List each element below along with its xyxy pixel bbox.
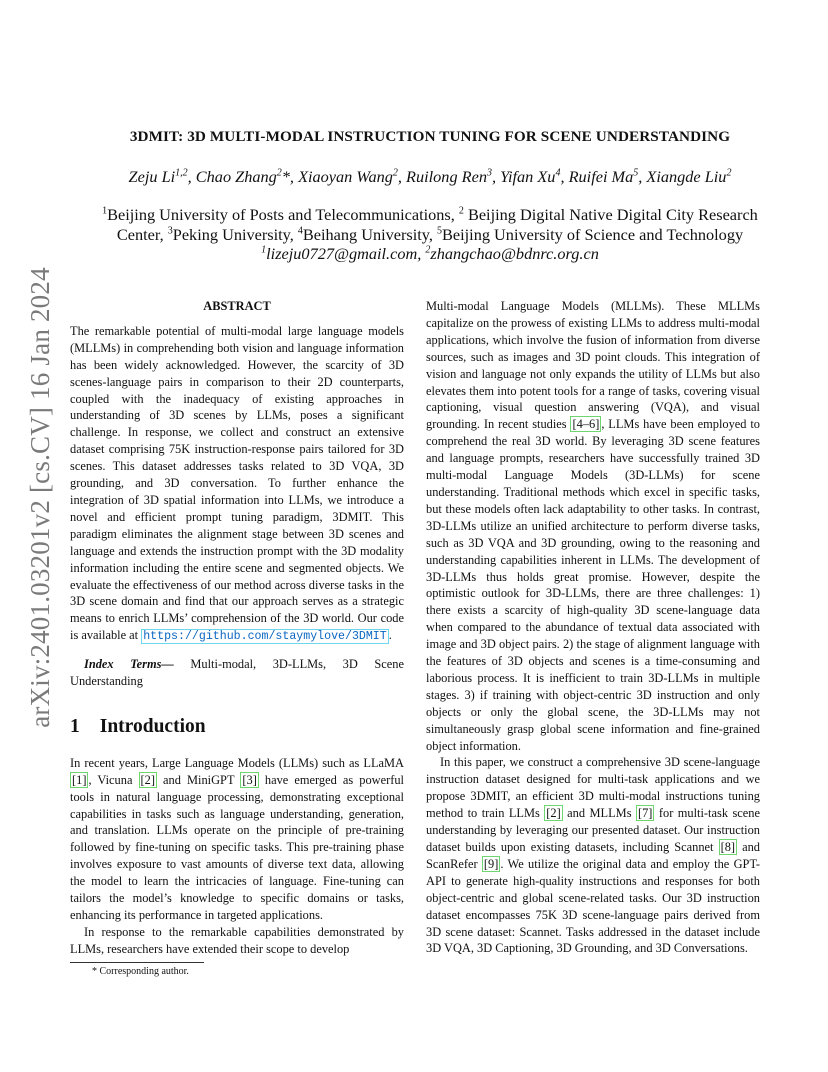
citation-link[interactable]: [2] [546, 806, 561, 821]
footnote: * Corresponding author. [92, 966, 189, 977]
author-emails: $^1$lizeju0727@gmail.com, $^2$zhangchao@bdnrc.org.cn [261, 244, 599, 263]
citation-link[interactable]: [7] [637, 806, 653, 821]
intro-paragraph: In recent years, Large Language Models (LLMs) such as LLaMA [1] , Vicuna [2] and MiniGPT [3] have emerged as powerful tools in natural language processing, demonstrating exceptional capabilities in tasks such as language understanding, generation, and translation. LLMs operate on the principle of pre-training followed by fine-tuning on specific tasks. This pre-training phase involves exposure to vast amounts of diverse text data, allowing the model to learn the intricacies of language. Fine-tuning can tailors the model’s knowledge to specific domains or tasks, enhancing its performance in targeted applications. [70, 755, 404, 922]
author: Xiaoyan Wang$^2$, [298, 167, 407, 186]
arxiv-stamp [20, 266, 60, 728]
author: Yifan Xu$^4$, [500, 167, 569, 186]
arxiv-identifier: arXiv:2401.03201v2 [cs.CV] 16 Jan 2024 [24, 266, 55, 728]
intro-paragraph-continued: Multi-modal Language Models (MLLMs). These MLLMs capitalize on the prowess of existing LLMs to address multi-modal applications, which involve the fusion of information from diverse sources, such as images and 3D point clouds. This integration of vision and language not only expands the utility of LLMs but also elevates them into potent tools for a range of tasks, covering visual captioning, visual question answering (VQA), and visual grounding. In recent studies [4–6] , LLMs have been employed to comprehend the real 3D world. By leveraging 3D scene features and language prompts, researchers have successfully trained 3D multi-modal Language Models (3D-LLMs) for scene understanding. Traditional methods which excel in specific tasks, but these models often lack adaptability to other tasks. In contrast, 3D-LLMs utilize an unified architecture to perform diverse tasks, such as 3D VQA and 3D grounding, owing to the reasoning and understanding capabilities inherent in LLMs. The development of 3D-LLMs thus holds great promise. However, despite the optimistic outlook for 3D-LLMs, there are three challenges: 1) there exists a scarcity of high-quality 3D scene-language data when compared to the abundance of textual data associated with image and 3D object pairs. 2) the stage of alignment language with the features of 3D objects and scenes is a time-consuming and laborious process. It is inefficient to train 3D-LLMs in multiple stages. 3) if training with object-centric 3D instruction and only objects or only the global scene, the 3D-LLMs may not simultaneously grasp global scene information and fine-grained object information. [426, 299, 760, 753]
author: Ruilong Ren$^3$, [406, 167, 501, 186]
citation-link[interactable]: [1] [72, 772, 87, 787]
email-link[interactable]: lizeju0727@gmail.com, [266, 244, 426, 263]
section-heading-introduction: 1 Introduction [70, 715, 206, 737]
code-url-link[interactable]: https://github.com/staymylove/3DMIT [143, 630, 387, 644]
author-list [70, 167, 790, 187]
abstract-text: The remarkable potential of multi-modal large language models (MLLMs) in comprehending both vision and language information has been widely acknowledged. However, the scarcity of 3D scenes-language pairs in comparison to their 2D counterparts, coupled with the inadequacy of existing approaches in understanding of 3D scenes by LLMs, poses a significant challenge. In response, we collect and construct an extensive dataset comprising 75K instruction-response pairs tailored for 3D scenes. This dataset addresses tasks related to 3D VQA, 3D grounding, and 3D conversation. To further enhance the integration of 3D spatial information into LLMs, we introduce a novel and efficient prompt tuning paradigm, 3DMIT. This paradigm eliminates the alignment stage between 3D scenes and language and extends the instruction prompt with the 3D modality information including the entire scene and segmented objects. We evaluate the effectiveness of our method across diverse tasks in the 3D scene domain and find that our approach serves as a strategic means to enrich LLMs’ comprehension of the 3D world. Our code is available at https://github.com/staymylove/3DMIT . [70, 323, 404, 644]
author: Xiangde Liu$^2$ [646, 167, 732, 186]
author: Zeju Li$^{1,2}$, [128, 167, 196, 186]
footnote-divider [70, 962, 204, 963]
citation-link[interactable]: [9] [483, 856, 499, 871]
right-column [426, 298, 760, 957]
author: Ruifei Ma$^5$, [568, 167, 647, 186]
citation-link[interactable]: [3] [242, 772, 257, 787]
paper-title: 3DMIT: 3D MULTI-MODAL INSTRUCTION TUNING FOR SCENE UNDERSTANDING [129, 128, 731, 145]
citation-link[interactable]: [4–6] [572, 417, 600, 432]
intro-paragraph: In this paper, we construct a comprehensive 3D scene-language instruction dataset designed for multi-task applications and we propose 3DMIT, an efficient 3D multi-modal instructions tuning method to train LLMs [2] and MLLMs [7] for multi-task scene understanding by leveraging our presented dataset. Our instruction dataset builds upon existing datasets, including Scannet [8] and ScanRefer [9] . We utilize the original data and employ the GPT-API to generate high-quality instructions and responses for both object-centric and global scene-related tasks. Our 3D instruction dataset encompasses 75K 3D scene-language pairs derived from 3D scene dataset: Scannet. Tasks addressed in the dataset include 3D VQA, 3D Captioning, 3D Grounding, and 3D Conversations. [426, 755, 760, 956]
author: Chao Zhang$^2$*, [195, 167, 299, 186]
affiliation-line: $^1$Beijing University of Posts and Telecommunications, $^2$ Beijing Digital Native Digital City Research [102, 205, 758, 224]
citation-link[interactable]: [8] [720, 840, 736, 854]
citation-link[interactable]: [2] [140, 772, 155, 787]
left-column [70, 298, 404, 958]
index-terms: Index Terms— Multi-modal, 3D-LLMs, 3D Scene Understanding [70, 657, 404, 689]
abstract-heading: ABSTRACT [203, 299, 271, 313]
email-link[interactable]: zhangchao@bdnrc.org.cn [430, 244, 599, 263]
affiliation-line: Center, $^3$Peking University, $^4$Beihang University, $^5$Beijing University of Science and Technology [116, 225, 744, 244]
intro-paragraph: In response to the remarkable capabilities demonstrated by LLMs, researchers have extended their scope to develop [70, 924, 404, 956]
